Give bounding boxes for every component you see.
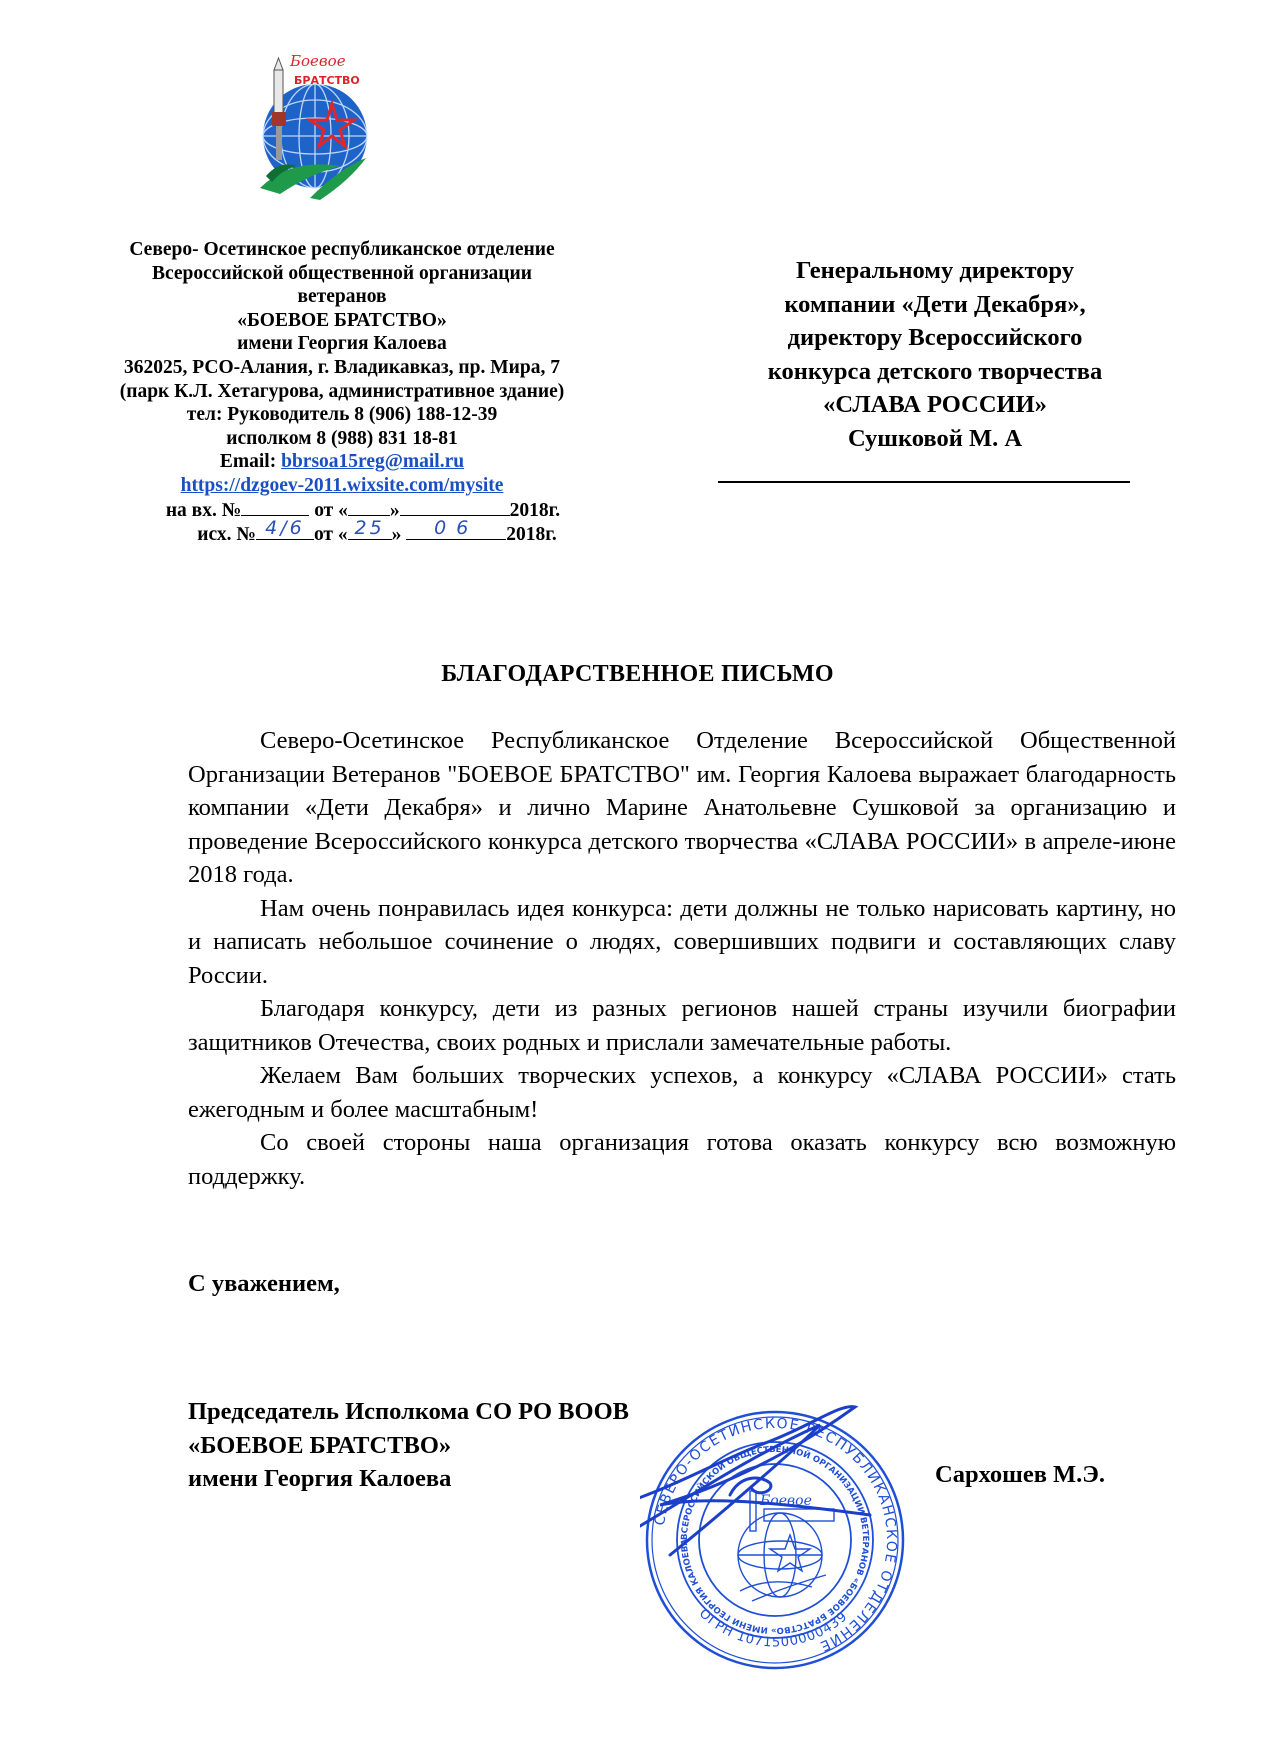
- website-row: [62, 474, 622, 498]
- recipient-block: [700, 254, 1170, 455]
- recipient-line: конкурса детского творчества: [767, 357, 1103, 385]
- incoming-day-field: [348, 498, 390, 516]
- body-paragraph: Северо-Осетинское Республиканское Отделение Всероссийской Общественной Организации Ветеранов "БОЕВОЕ БРАТСТВО" им. Георгия Калоева выражает благодарность компании «Дети Декабря» и лично Марине Анатольевне Сушковой за организацию и проведение Всероссийского конкурса детского творчества «СЛАВА РОССИИ» в апреле-июне 2018 года.: [188, 727, 1176, 888]
- round-seal-icon: [640, 1405, 910, 1675]
- sender-address-detail: (парк К.Л. Хетагурова, административное здание): [119, 380, 565, 402]
- signer-position-line: имени Георгия Калоева: [188, 1465, 452, 1492]
- incoming-number-field: [241, 498, 309, 516]
- sender-address: 362025, РСО-Алания, г. Владикавказ, пр. Мира, 7: [124, 356, 560, 378]
- outgoing-day-handwritten: 25: [354, 516, 385, 539]
- svg-text:ОГРН 1071500000439: ОГРН 1071500000439: [695, 1606, 851, 1651]
- email-link[interactable]: bbrsoa15reg@mail.ru: [281, 451, 465, 473]
- signer-position: [188, 1395, 629, 1496]
- sender-org-line: Северо- Осетинское республиканское отделение: [129, 239, 555, 260]
- body-paragraph: Желаем Вам больших творческих успехов, а конкурсу «СЛАВА РОССИИ» стать ежегодным и более масштабным!: [188, 1062, 1176, 1123]
- quote-mark: »: [389, 499, 400, 521]
- body-paragraph: Со своей стороны наша организация готова оказать конкурсу всю возможную поддержку.: [188, 1129, 1176, 1190]
- quote-mark: »: [391, 524, 402, 546]
- email-label: Email:: [219, 451, 277, 473]
- signer-position-line: Председатель Исполкома СО РО ВООВ: [188, 1398, 629, 1425]
- sender-org-name: «БОЕВОЕ БРАТСТВО»: [237, 309, 447, 331]
- incoming-year: 2018г.: [509, 499, 561, 521]
- signer-name: Сархошев М.Э.: [935, 1461, 1106, 1488]
- incoming-from-label: от «: [314, 499, 348, 521]
- sender-phone-office: исполком 8 (988) 831 18-81: [226, 427, 458, 449]
- recipient-name: Сушковой М. А: [847, 424, 1023, 452]
- sender-org-line: Всероссийской общественной организации: [152, 262, 532, 284]
- sender-email-row: [62, 450, 622, 474]
- svg-text:Боевое: Боевое: [290, 52, 346, 70]
- sender-phone-head: тел: Руководитель 8 (906) 188-12-39: [186, 404, 498, 426]
- recipient-line: компании «Дети Декабря»,: [784, 290, 1086, 318]
- signer-position-line: «БОЕВОЕ БРАТСТВО»: [188, 1431, 452, 1459]
- svg-text:Боевое: Боевое: [760, 1493, 812, 1509]
- incoming-month-field: [400, 498, 510, 516]
- outgoing-number-handwritten: 4/6: [265, 516, 305, 539]
- recipient-line: Генеральному директору: [796, 257, 1074, 284]
- sender-org-line: ветеранов: [297, 286, 387, 308]
- outgoing-month-field: [406, 516, 506, 540]
- recipient-line: «СЛАВА РОССИИ»: [823, 391, 1047, 418]
- outgoing-label: исх. №: [197, 524, 256, 546]
- globe-emblem-icon: [250, 48, 380, 208]
- svg-text:БРАТСТВО: БРАТСТВО: [294, 74, 360, 87]
- outgoing-number-field: [256, 516, 314, 540]
- sender-letterhead: [62, 238, 622, 547]
- body-paragraph: Благодаря конкурсу, дети из разных регионов нашей страны изучили биографии защитников Отечества, своих родных и прислали замечательные работы.: [188, 995, 1176, 1056]
- letter-title: БЛАГОДАРСТВЕННОЕ ПИСЬМО: [441, 661, 834, 687]
- recipient-line: директору Всероссийского: [787, 324, 1083, 351]
- official-stamp: [640, 1405, 910, 1675]
- svg-text:СЕВЕРО-ОСЕТИНСКОЕ РЕСПУБЛИКАНС: СЕВЕРО-ОСЕТИНСКОЕ РЕСПУБЛИКАНСКОЕ ОТДЕЛЕНИЕ: [651, 1415, 900, 1655]
- recipient-divider: [718, 481, 1130, 483]
- letter-body: [188, 724, 1176, 1193]
- outgoing-year: 2018г.: [506, 524, 557, 546]
- outgoing-month-handwritten: 06: [434, 516, 479, 539]
- website-link[interactable]: https://dzgoev-2011.wixsite.com/mysite: [180, 474, 504, 496]
- incoming-label: на вх. №: [165, 499, 242, 521]
- outgoing-from-label: от «: [313, 524, 348, 546]
- outgoing-day-field: [348, 516, 392, 540]
- body-paragraph: Нам очень понравилась идея конкурса: дети должны не только нарисовать картину, но и написать небольшое сочинение о людях, совершивших подвиги и составляющих славу России.: [188, 894, 1176, 989]
- organization-logo: [250, 48, 380, 208]
- outgoing-registration-line: [132, 516, 622, 547]
- closing-salutation: С уважением,: [188, 1270, 340, 1297]
- sender-org-line: имени Георгия Калоева: [237, 333, 447, 355]
- svg-text:ВСЕРОССИЙСКОЙ ОБЩЕСТВЕННОЙ ОРГ: ВСЕРОССИЙСКОЙ ОБЩЕСТВЕННОЙ ОРГАНИЗАЦИИ ВЕТЕРАНОВ «БОЕВОЕ БРАТСТВО» ИМЕНИ ГЕОРГИЯ КАЛОЕВА: [679, 1444, 871, 1636]
